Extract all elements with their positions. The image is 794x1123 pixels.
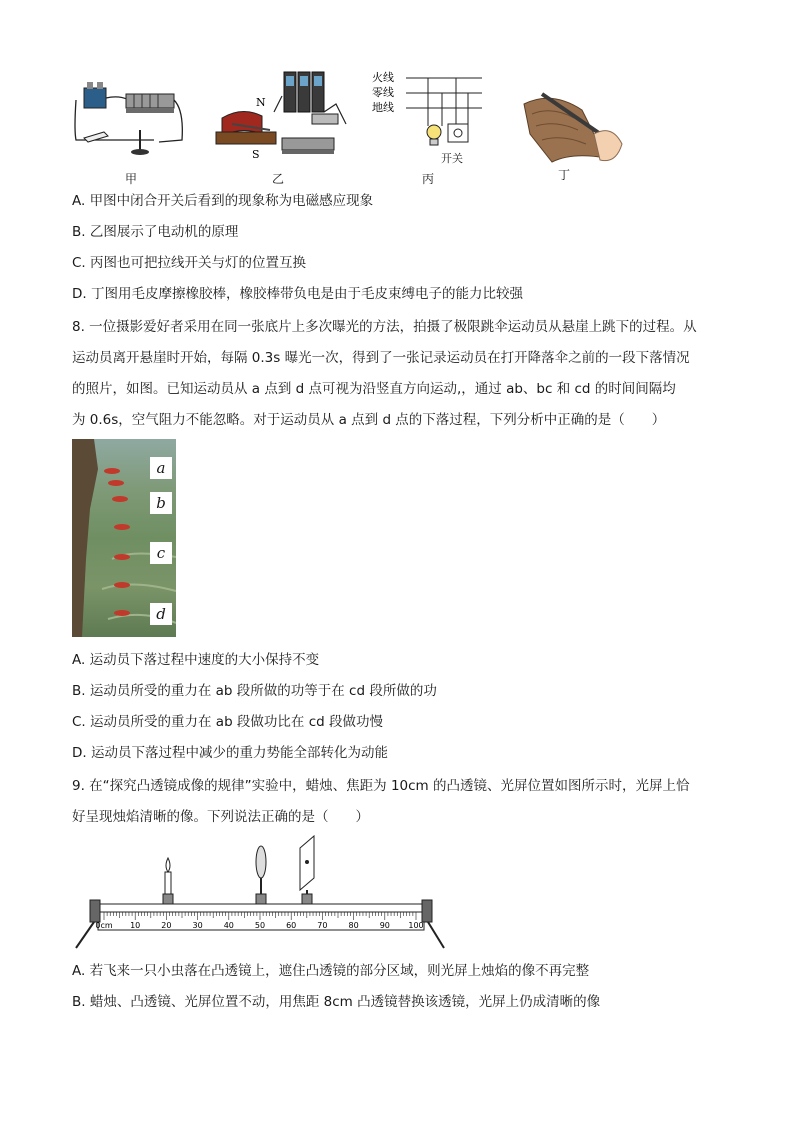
- wire-label-neutral: 零线: [372, 86, 394, 99]
- marker-a: a: [150, 457, 172, 479]
- q7-option-a: A. 甲图中闭合开关后看到的现象称为电磁感应现象: [72, 193, 374, 209]
- figure-label-jia: 甲: [125, 172, 138, 186]
- q8-option-a: A. 运动员下落过程中速度的大小保持不变: [72, 652, 320, 668]
- q8-option-b: B. 运动员所受的重力在 ab 段所做的功等于在 cd 段所做的功: [72, 683, 437, 699]
- figure-ding: [512, 84, 624, 184]
- q9-option-b: B. 蜡烛、凸透镜、光屏位置不动，用焦距 8cm 凸透镜替换该透镜，光屏上仍成清晰的像: [72, 994, 601, 1010]
- figure-yi: [212, 66, 352, 186]
- marker-d: d: [150, 603, 172, 625]
- q8-stem-line-1: 8. 一位摄影爱好者采用在同一张底片上多次曝光的方法，拍摄了极限跳伞运动员从悬崖上跳下的过程。从: [72, 319, 697, 335]
- q8-option-d: D. 运动员下落过程中减少的重力势能全部转化为动能: [72, 745, 388, 761]
- q9-stem-line-2: 好呈现烛焰清晰的像。下列说法正确的是（ ）: [72, 809, 369, 825]
- switch-label: 开关: [441, 152, 463, 165]
- electromagnet-circuit-diagram: [64, 70, 194, 170]
- optical-bench-figure: [72, 832, 452, 954]
- q8-option-c: C. 运动员所受的重力在 ab 段做功比在 cd 段做功慢: [72, 714, 384, 730]
- q7-option-d: D. 丁图用毛皮摩擦橡胶棒，橡胶棒带负电是由于毛皮束缚电子的能力比较强: [72, 286, 523, 302]
- figure-bing: [370, 70, 485, 185]
- ruler-tick-label: 40: [223, 921, 234, 930]
- ruler-tick-label: 90: [379, 921, 390, 930]
- ruler-tick-label: 20: [161, 921, 172, 930]
- ruler-tick-label: 80: [348, 921, 359, 930]
- figure-label-ding: 丁: [558, 168, 571, 182]
- ruler-tick-label: 30: [192, 921, 203, 930]
- q7-option-b: B. 乙图展示了电动机的原理: [72, 224, 239, 240]
- wire-label-live: 火线: [372, 71, 394, 84]
- magnet-n-label: N: [256, 96, 266, 109]
- q8-stem-line-3: 的照片，如图。已知运动员从 a 点到 d 点可视为沿竖直方向运动,，通过 ab、bc 和 cd 的时间间隔均: [72, 381, 676, 397]
- ruler-tick-label: 100: [408, 921, 424, 930]
- skydiver-photo: [72, 439, 176, 637]
- marker-c: c: [150, 542, 172, 564]
- ruler-tick-label: 0cm: [95, 921, 113, 930]
- magnet-s-label: S: [252, 148, 260, 161]
- motor-principle-diagram: [212, 66, 352, 168]
- optical-bench-art: [72, 832, 452, 954]
- q9-option-a: A. 若飞来一只小虫落在凸透镜上，遮住凸透镜的部分区域，则光屏上烛焰的像不再完整: [72, 963, 590, 979]
- q9-stem-line-1: 9. 在“探究凸透镜成像的规律”实验中，蜡烛、焦距为 10cm 的凸透镜、光屏位置如图所示时，光屏上恰: [72, 778, 690, 794]
- marker-b: b: [150, 492, 172, 514]
- figure-jia: [64, 70, 194, 185]
- figure-label-yi: 乙: [272, 172, 285, 186]
- ruler-tick-label: 70: [317, 921, 328, 930]
- ruler-tick-label: 10: [130, 921, 141, 930]
- q7-option-c: C. 丙图也可把拉线开关与灯的位置互换: [72, 255, 307, 271]
- ruler-tick-label: 50: [254, 921, 266, 930]
- rubbing-rod-illustration: [512, 84, 624, 166]
- ruler-tick-label: 60: [286, 921, 297, 930]
- q8-stem-line-4: 为 0.6s，空气阻力不能忽略。对于运动员从 a 点到 d 点的下落过程，下列分析中正确的是（ ）: [72, 412, 666, 428]
- wire-label-ground: 地线: [372, 101, 394, 114]
- figure-label-bing: 丙: [422, 172, 435, 186]
- household-circuit-diagram: [370, 70, 485, 170]
- q8-stem-line-2: 运动员离开悬崖时开始，每隔 0.3s 曝光一次，得到了一张记录运动员在打开降落伞之前的一段下落情况: [72, 350, 690, 366]
